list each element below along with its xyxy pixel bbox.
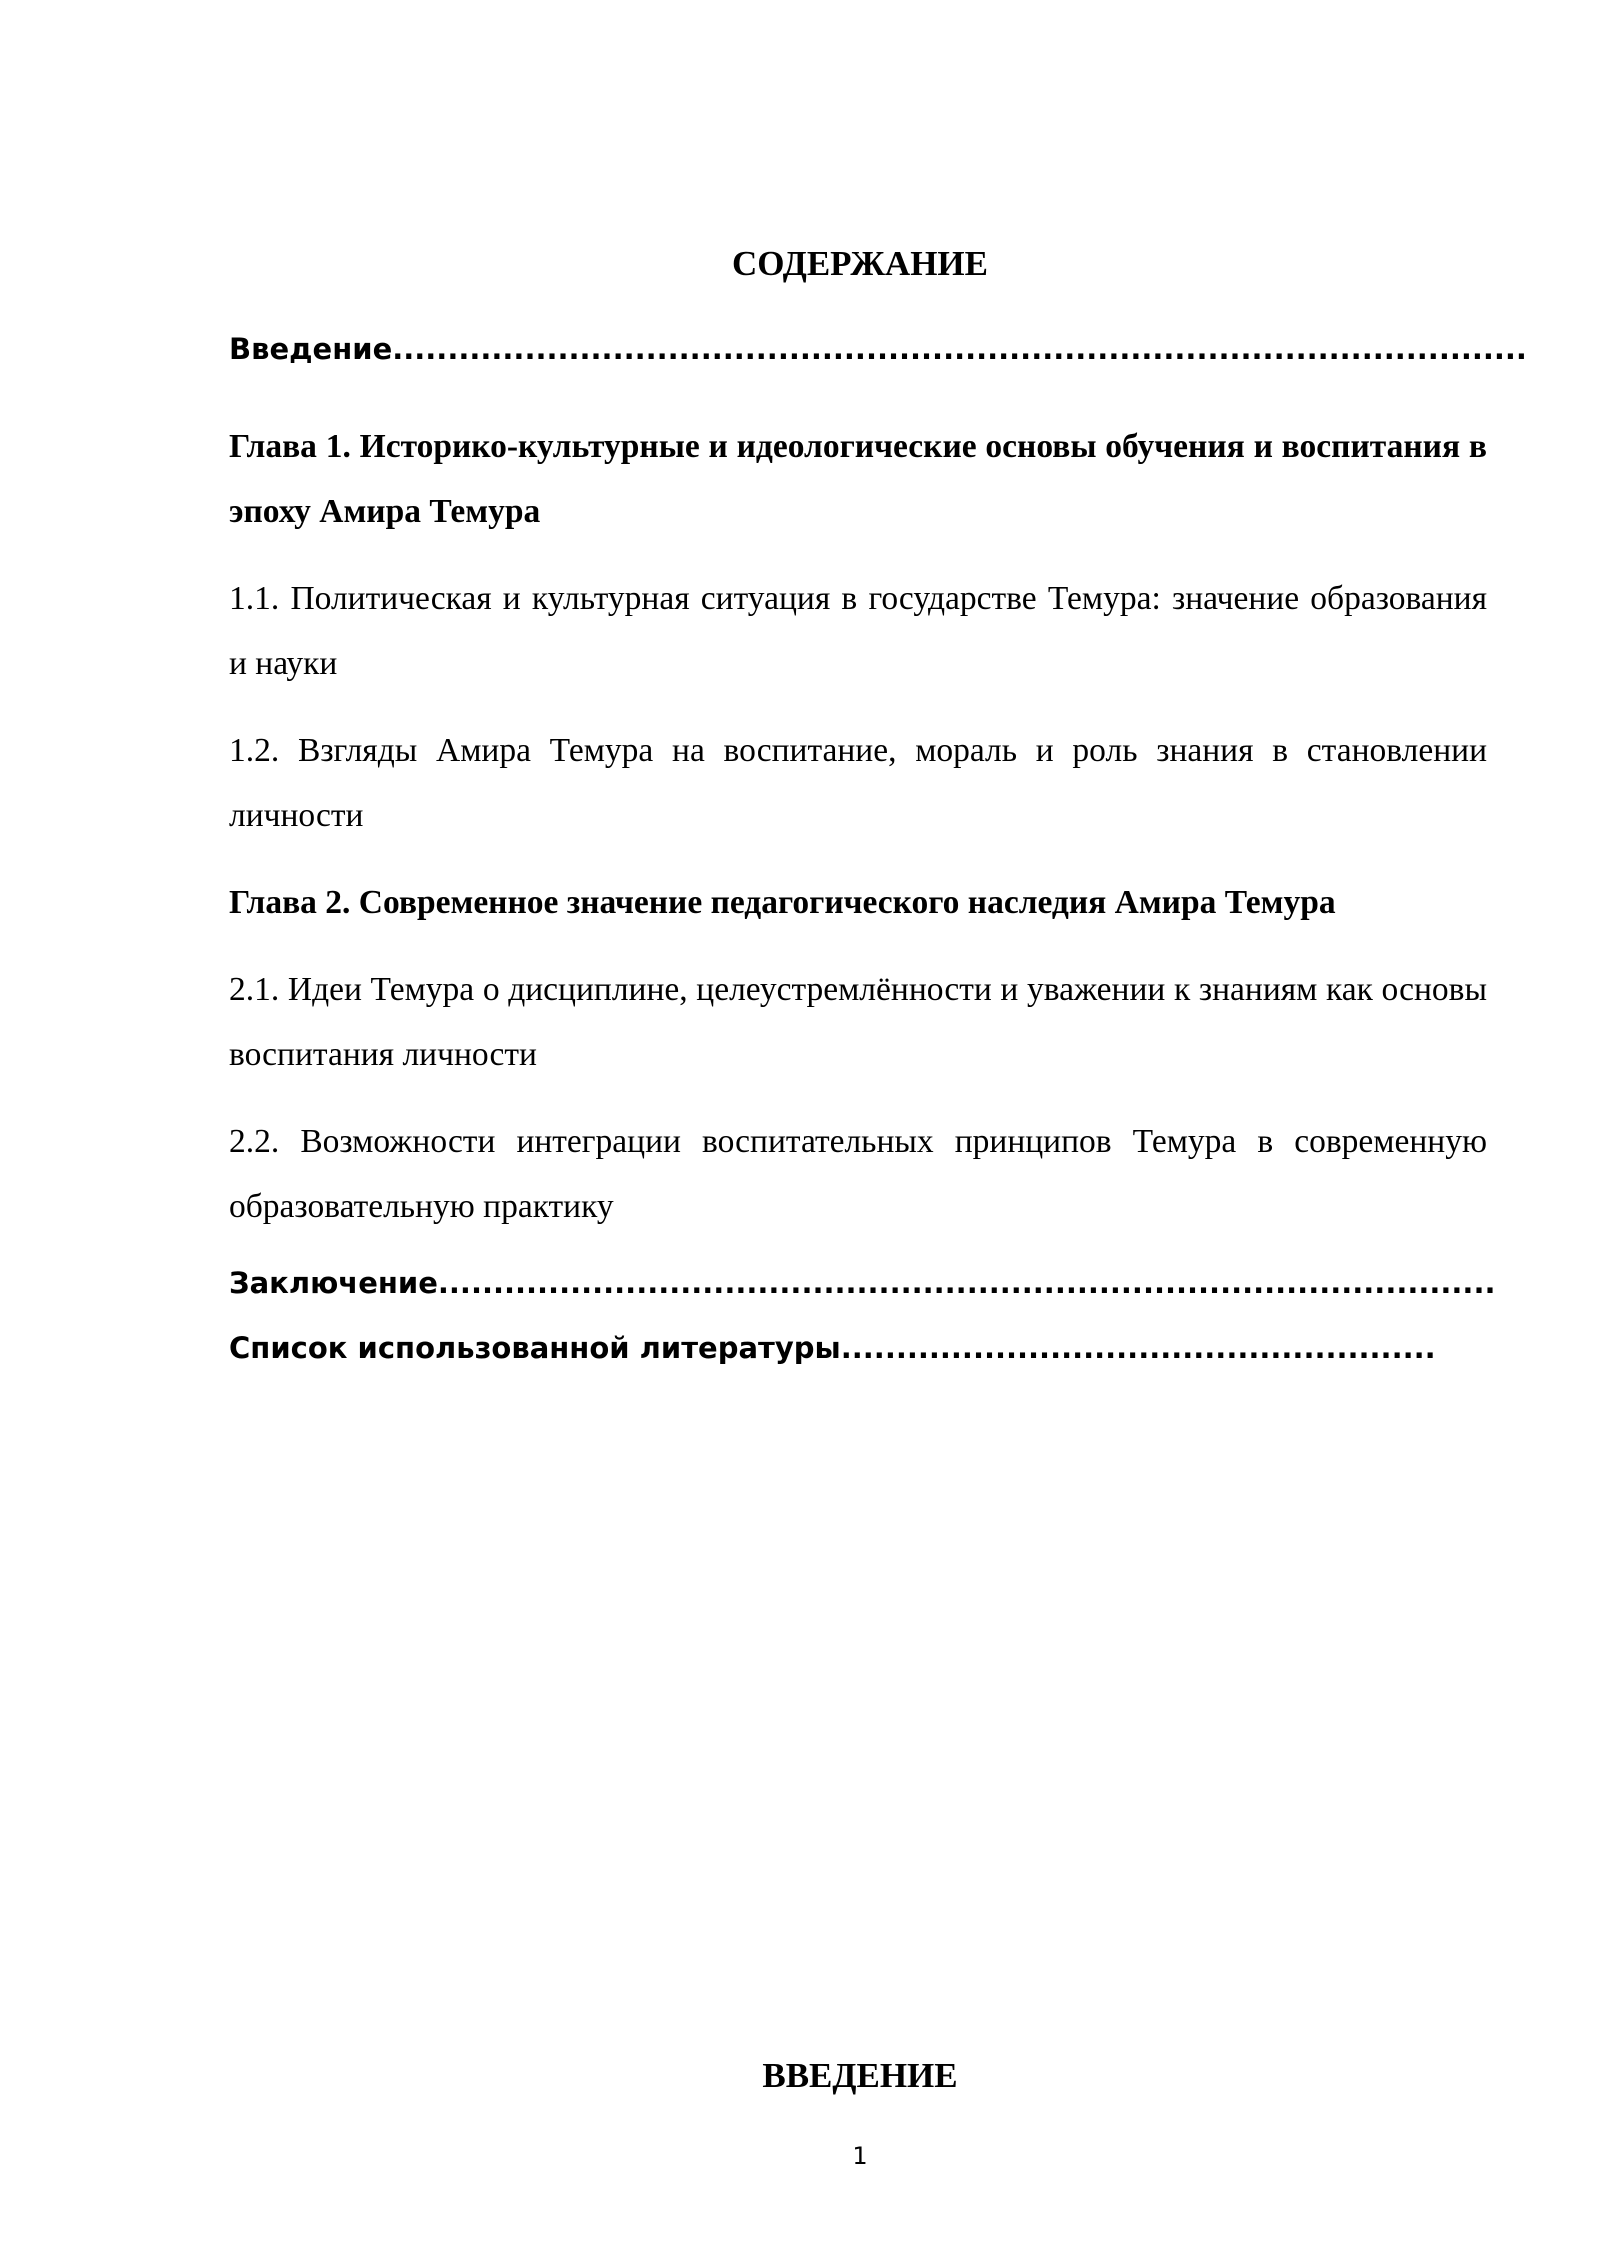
toc-title: СОДЕРЖАНИЕ bbox=[731, 244, 988, 283]
toc-entry-section-1-1: 1.1. Политическая и культурная ситуация в государстве Темура: значение образования и науки bbox=[229, 580, 1487, 682]
toc-entry-bibliography: Список использованной литературы...................................................... bbox=[229, 1331, 1436, 1365]
page-number: 1 bbox=[852, 2142, 868, 2170]
introduction-heading: ВВЕДЕНИЕ bbox=[762, 2056, 958, 2095]
toc-entry-conclusion: Заключение................................................................................................ bbox=[229, 1266, 1496, 1300]
toc-entry-section-1-2: 1.2. Взгляды Амира Темура на воспитание, мораль и роль знания в становлении личности bbox=[229, 732, 1487, 834]
toc-entry-section-2-1: 2.1. Идеи Темура о дисциплине, целеустремлённости и уважении к знаниям как основы воспитания личности bbox=[229, 971, 1487, 1073]
toc-entry-section-2-2: 2.2. Возможности интеграции воспитательных принципов Темура в современную образовательную практику bbox=[229, 1123, 1487, 1225]
toc-entry-introduction: Введение....................................................................................................... bbox=[229, 332, 1527, 366]
table-of-contents bbox=[229, 328, 1527, 1369]
toc-entry-chapter-2: Глава 2. Современное значение педагогического наследия Амира Темура bbox=[229, 884, 1336, 921]
toc-entry-chapter-1: Глава 1. Историко-культурные и идеологические основы обучения и воспитания в эпоху Амира Темура bbox=[229, 428, 1487, 530]
